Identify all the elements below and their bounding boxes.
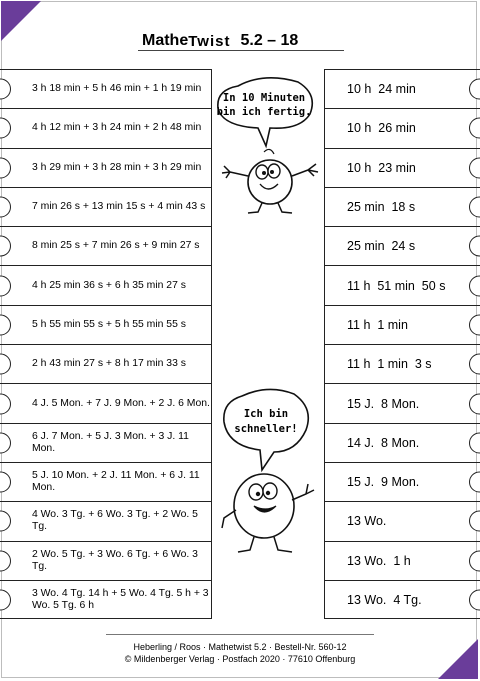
task-text: 4 Wo. 3 Tg. + 6 Wo. 3 Tg. + 2 Wo. 5 Tg. (32, 509, 198, 533)
task-card[interactable] (0, 69, 212, 108)
answer-card[interactable] (324, 226, 480, 265)
answer-card[interactable] (324, 187, 480, 226)
speech-bubble-top-line2: bin ich fertig. (216, 106, 312, 118)
task-card[interactable] (0, 501, 212, 540)
worksheet-header (142, 20, 298, 50)
answer-card[interactable] (324, 580, 480, 619)
task-text: 6 J. 7 Mon. + 5 J. 3 Mon. + 3 J. 11 Mon. (32, 430, 189, 454)
header-underline (138, 50, 344, 51)
answer-text: 25 min 18 s (347, 200, 416, 215)
task-card[interactable] (0, 265, 212, 304)
task-text: 3 h 18 min + 5 h 46 min + 1 h 19 min (32, 83, 202, 95)
answer-card[interactable] (324, 265, 480, 304)
answer-card[interactable] (324, 501, 480, 540)
task-text: 4 J. 5 Mon. + 7 J. 9 Mon. + 2 J. 6 Mon. (32, 397, 210, 409)
task-card[interactable] (0, 108, 212, 147)
task-card[interactable] (0, 305, 212, 344)
answer-text: 13 Wo. 1 h (347, 553, 411, 568)
task-text: 3 h 29 min + 3 h 28 min + 3 h 29 min (32, 161, 202, 173)
footer-credits: Heberling / Roos · Mathetwist 5.2 · Bestell-Nr. 560-12 (133, 642, 347, 652)
answer-card[interactable] (324, 108, 480, 147)
answer-text: 25 min 24 s (347, 239, 416, 254)
task-card[interactable] (0, 383, 212, 422)
task-text: 4 h 25 min 36 s + 6 h 35 min 27 s (32, 279, 186, 291)
mascot-top-illustration (208, 72, 324, 222)
answer-text: 13 Wo. (347, 514, 387, 529)
answer-card[interactable] (324, 423, 480, 462)
answer-card[interactable] (324, 541, 480, 580)
answer-text: 10 h 23 min (347, 160, 416, 175)
task-card[interactable] (0, 226, 212, 265)
footer-rule (106, 634, 374, 635)
task-text: 8 min 25 s + 7 min 26 s + 9 min 27 s (32, 240, 200, 252)
worksheet-number: 5.2 – 18 (240, 32, 299, 49)
answer-text: 14 J. 8 Mon. (347, 435, 420, 450)
task-text: 5 J. 10 Mon. + 2 J. 11 Mon. + 6 J. 11 Mon. (32, 470, 200, 494)
answer-text: 11 h 1 min 3 s (347, 357, 432, 372)
brand-twist: Twist (188, 33, 231, 50)
answer-text: 15 J. 9 Mon. (347, 475, 420, 490)
answer-text: 11 h 51 min 50 s (347, 278, 446, 293)
mascot-bottom-illustration (210, 382, 324, 560)
task-card[interactable] (0, 541, 212, 580)
task-card[interactable] (0, 344, 212, 383)
answer-text: 10 h 26 min (347, 121, 416, 136)
task-column (0, 69, 212, 619)
answer-card[interactable] (324, 69, 480, 108)
corner-triangle-top-left (1, 1, 61, 41)
answer-card[interactable] (324, 344, 480, 383)
answer-column (324, 69, 480, 619)
task-text: 2 Wo. 5 Tg. + 3 Wo. 6 Tg. + 6 Wo. 3 Tg. (32, 548, 198, 572)
task-text: 3 Wo. 4 Tg. 14 h + 5 Wo. 4 Tg. 5 h + 3 Wo. 5 Tg. 6 h (32, 587, 209, 611)
footer-publisher: © Mildenberger Verlag · Postfach 2020 · 77610 Offenburg (124, 654, 356, 664)
answer-card[interactable] (324, 305, 480, 344)
task-card[interactable] (0, 462, 212, 501)
speech-bubble-bottom-line2: schneller! (234, 423, 298, 435)
task-card[interactable] (0, 580, 212, 619)
task-card[interactable] (0, 423, 212, 462)
answer-card[interactable] (324, 148, 480, 187)
answer-text: 13 Wo. 4 Tg. (347, 592, 422, 607)
task-text: 2 h 43 min 27 s + 8 h 17 min 33 s (32, 358, 186, 370)
answer-card[interactable] (324, 462, 480, 501)
task-card[interactable] (0, 148, 212, 187)
speech-bubble-top-line1: In 10 Minuten (222, 92, 306, 104)
task-text: 4 h 12 min + 3 h 24 min + 2 h 48 min (32, 122, 202, 134)
answer-card[interactable] (324, 383, 480, 422)
task-card[interactable] (0, 187, 212, 226)
answer-text: 11 h 1 min (347, 317, 408, 332)
answer-text: 10 h 24 min (347, 82, 416, 97)
task-text: 7 min 26 s + 13 min 15 s + 4 min 43 s (32, 201, 206, 213)
brand-mathe: Mathe (142, 32, 189, 49)
speech-bubble-bottom-line1: Ich bin (243, 408, 289, 420)
task-text: 5 h 55 min 55 s + 5 h 55 min 55 s (32, 318, 186, 330)
answer-text: 15 J. 8 Mon. (347, 396, 420, 411)
